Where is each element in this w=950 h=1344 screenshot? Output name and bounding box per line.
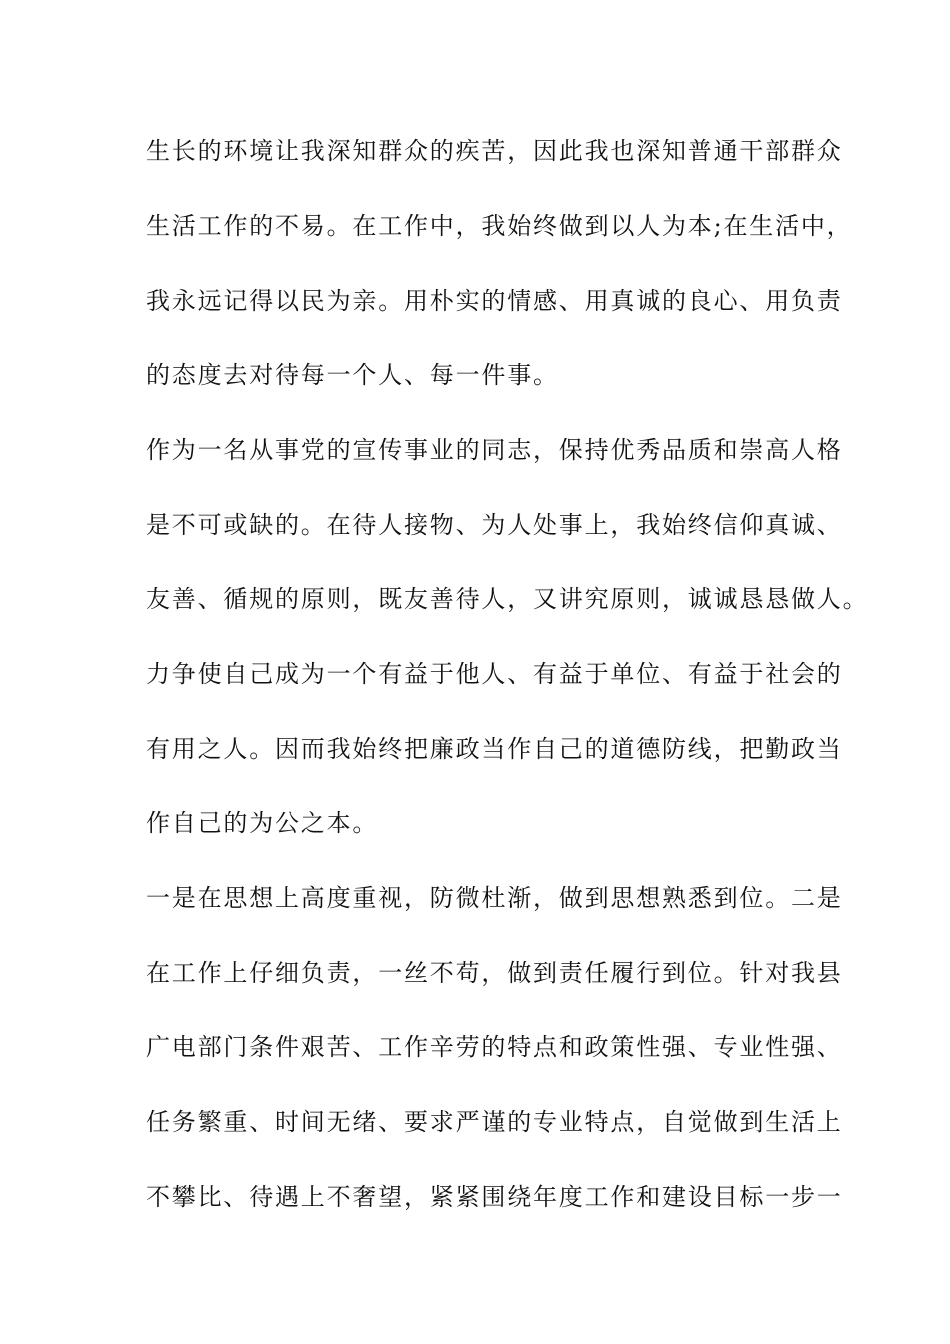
text-line: 的态度去对待每一个人、每一件事。 [146, 361, 559, 389]
text-line: 作为一名从事党的宣传事业的同志，保持优秀品质和崇高人格 [146, 436, 843, 464]
text-line: 力争使自己成为一个有益于他人、有益于单位、有益于社会的 [146, 660, 843, 688]
text-line: 作自己的为公之本。 [146, 809, 379, 837]
text-line: 生活工作的不易。在工作中，我始终做到以人为本;在生活中， [146, 212, 853, 240]
text-line: 广电部门条件艰苦、工作辛劳的特点和政策性强、专业性强、 [146, 1033, 843, 1061]
text-line: 不攀比、待遇上不奢望，紧紧围绕年度工作和建设目标一步一 [146, 1183, 843, 1211]
text-line: 有用之人。因而我始终把廉政当作自己的道德防线，把勤政当 [146, 735, 843, 763]
text-line: 是不可或缺的。在待人接物、为人处事上，我始终信仰真诚、 [146, 511, 843, 539]
text-line: 生长的环境让我深知群众的疾苦，因此我也深知普通干部群众 [146, 137, 843, 165]
text-line: 在工作上仔细负责，一丝不苟，做到责任履行到位。针对我县 [146, 959, 843, 987]
text-line: 任务繁重、时间无绪、要求严谨的专业特点，自觉做到生活上 [146, 1108, 843, 1136]
text-line: 我永远记得以民为亲。用朴实的情感、用真诚的良心、用负责 [146, 287, 843, 315]
text-line: 友善、循规的原则，既友善待人，又讲究原则，诚诚恳恳做人。 [146, 585, 869, 613]
text-line: 一是在思想上高度重视，防微杜渐，做到思想熟悉到位。二是 [146, 884, 843, 912]
